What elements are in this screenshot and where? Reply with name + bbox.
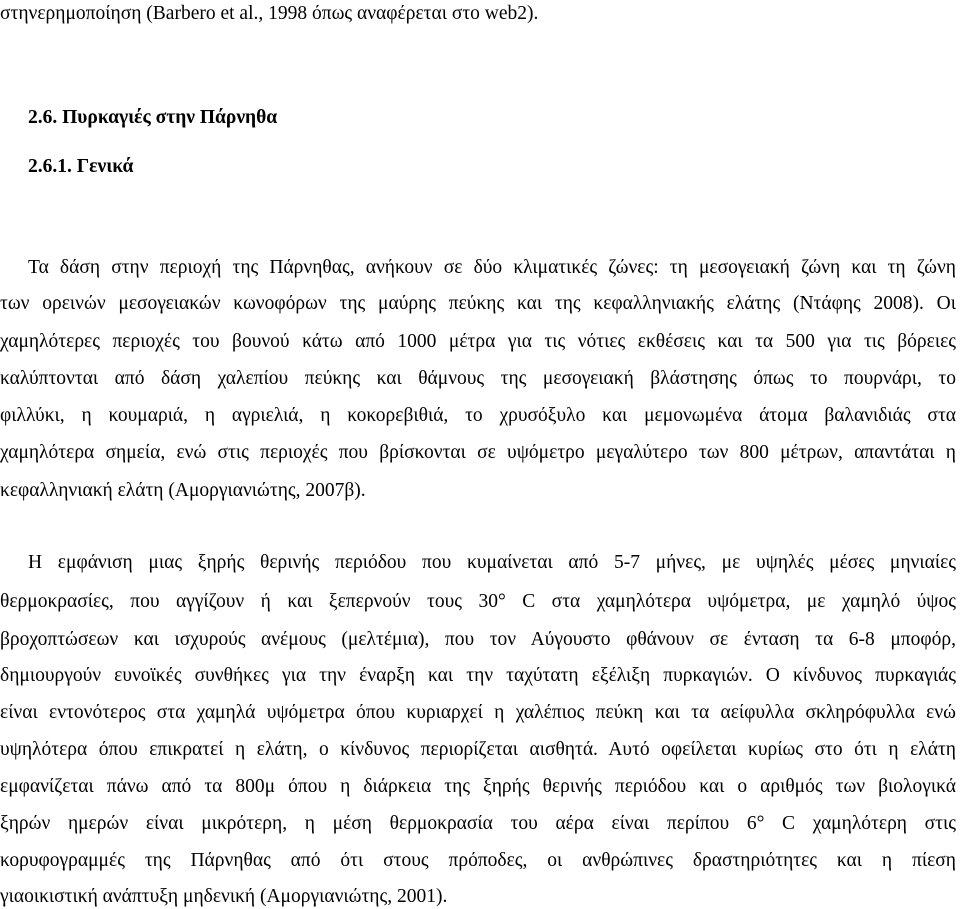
paragraph-line: χαμηλότερα σημεία, ενώ στις περιοχές που βρίσκονται σε υψόμετρο μεγαλύτερο των 800 μέτρων, απαντάται η [0, 442, 956, 463]
paragraph-line: κορυφογραμμές της Πάρνηθας από ότι στους πρόποδες, οι ανθρώπινες δραστηριότητες και η πίεση [0, 850, 956, 871]
top-line: στηνερημοποίηση (Barbero et al., 1998 όπως αναφέρεται στο web2). [0, 3, 539, 24]
paragraph-line: Τα δάση στην περιοχή της Πάρνηθας, ανήκουν σε δύο κλιματικές ζώνες: τη μεσογειακή ζώνη και τη ζώνη [28, 257, 956, 278]
paragraph-line: Η εμφάνιση μιας ξηρής θερινής περιόδου που κυμαίνεται από 5-7 μήνες, με υψηλές μέσες μηνιαίες [28, 552, 956, 573]
paragraph-line: θερμοκρασίες, που αγγίζουν ή και ξεπερνούν τους 30° C στα χαμηλότερα υψόμετρα, με χαμηλό ύψος [0, 591, 956, 612]
paragraph-line: κεφαλληνιακή ελάτη (Αμοργιανιώτης, 2007β). [0, 480, 366, 501]
paragraph-line: υψηλότερα όπου επικρατεί η ελάτη, ο κίνδυνος περιορίζεται αισθητά. Αυτό οφείλεται κυρίως στο ότι η ελάτη [0, 739, 956, 760]
paragraph-line: χαμηλότερες περιοχές του βουνού κάτω από 1000 μέτρα για τις νότιες εκθέσεις και τα 500 για τις βόρειες [0, 331, 956, 352]
subsection-heading: 2.6.1. Γενικά [28, 156, 134, 177]
paragraph-line: ξηρών ημερών είναι μικρότερη, η μέση θερμοκρασία του αέρα είναι περίπου 6° C χαμηλότερη στις [0, 813, 956, 834]
paragraph-line: γιαοικιστική ανάπτυξη μηδενική (Αμοργιανιώτης, 2001). [0, 886, 448, 907]
section-heading: 2.6. Πυρκαγιές στην Πάρνηθα [28, 107, 278, 128]
paragraph-line: βροχοπτώσεων και ισχυρούς ανέμους (μελτέμια), που τον Αύγουστο φθάνουν σε ένταση τα 6-8 μποφόρ, [0, 629, 956, 650]
paragraph-line: είναι εντονότερος στα χαμηλά υψόμετρα όπου κυριαρχεί η χαλέπιος πεύκη και τα αείφυλλα σκληρόφυλλα ενώ [0, 702, 956, 723]
paragraph-line: καλύπτονται από δάση χαλεπίου πεύκης και θάμνους της μεσογειακή βλάστησης όπως το πουρνάρι, το [0, 368, 956, 389]
paragraph-line: των ορεινών μεσογειακών κωνοφόρων της μαύρης πεύκης και της κεφαλληνιακής ελάτης (Ντάφης 2008). Οι [0, 293, 956, 314]
paragraph-line: δημιουργούν ευνοϊκές συνθήκες για την έναρξη και την ταχύτατη εξέλιξη πυρκαγιών. Ο κίνδυνος πυρκαγιάς [0, 665, 956, 686]
paragraph-line: εμφανίζεται πάνω από τα 800μ όπου η διάρκεια της ξηρής θερινής περιόδου και ο αριθμός των βιολογικά [0, 776, 956, 797]
paragraph-line: φιλλύκι, η κουμαριά, η αγριελιά, η κοκορεβιθιά, το χρυσόξυλο και μεμονωμένα άτομα βαλανιδιάς στα [0, 405, 956, 426]
